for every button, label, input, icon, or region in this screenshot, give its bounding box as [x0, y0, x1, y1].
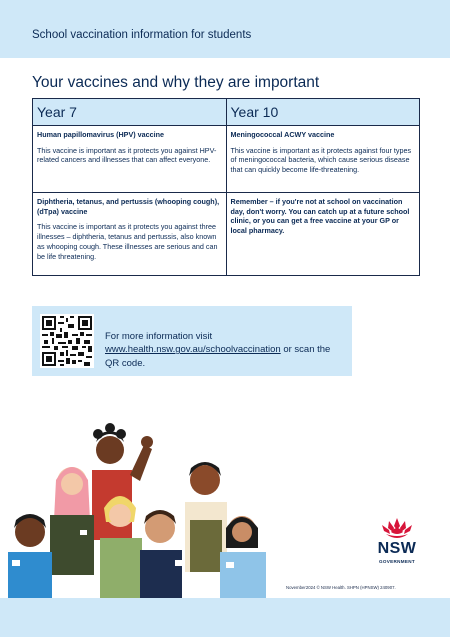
logo-nsw: NSW — [377, 540, 417, 557]
info-box — [32, 306, 352, 376]
dtpa-body: This vaccine is important as it protects you against three illnesses – diphtheria, tetanus and pertussis, also known as whooping cough. These illnesses are serious and can be life threatening. — [37, 222, 218, 261]
cell-hpv — [33, 126, 227, 193]
col-year10: Year 10 — [226, 99, 420, 126]
header-title: School vaccination information for students — [32, 29, 252, 41]
dtpa-title: Diphtheria, tetanus, and pertussis (whooping cough), (dTpa) vaccine — [37, 197, 220, 216]
footer-band — [0, 598, 450, 637]
info-text — [105, 330, 345, 370]
qr-code[interactable] — [40, 314, 94, 368]
col-year7: Year 7 — [33, 99, 227, 126]
men-title: Meningococcal ACWY vaccine — [230, 130, 335, 139]
section-heading: Your vaccines and why they are important — [32, 74, 320, 91]
waratah-icon — [372, 516, 422, 542]
info-link[interactable]: www.health.nsw.gov.au/schoolvaccination — [105, 344, 281, 356]
info-tail: or scan the QR code. — [105, 344, 331, 369]
hpv-title: Human papillomavirus (HPV) vaccine — [37, 130, 165, 139]
vaccine-table — [32, 98, 420, 276]
hpv-body: This vaccine is important as it protects you against HPV-related cancers and illnesses that can affect everyone. — [37, 145, 217, 165]
footer-text: November2024 © NSW Health. SHPN (HPNSW) 240907. — [286, 585, 396, 590]
info-lead: For more information visit — [105, 331, 213, 342]
cell-reminder — [226, 193, 420, 276]
cell-meningococcal — [226, 126, 420, 193]
students-illustration — [0, 420, 290, 600]
header-band — [0, 0, 450, 58]
reminder-text: Remember – if you're not at school on vaccination day, don't worry. You can catch up at a future school clinic, or you can get a free vaccine at your GP or local pharmacy. — [230, 197, 410, 236]
logo-government: GOVERNMENT — [379, 559, 415, 564]
men-body: This vaccine is important as it protects against four types of meningococcal bacteria, which cause serious disease that can quickly become life-threatening. — [230, 145, 412, 175]
cell-dtpa — [33, 193, 227, 276]
